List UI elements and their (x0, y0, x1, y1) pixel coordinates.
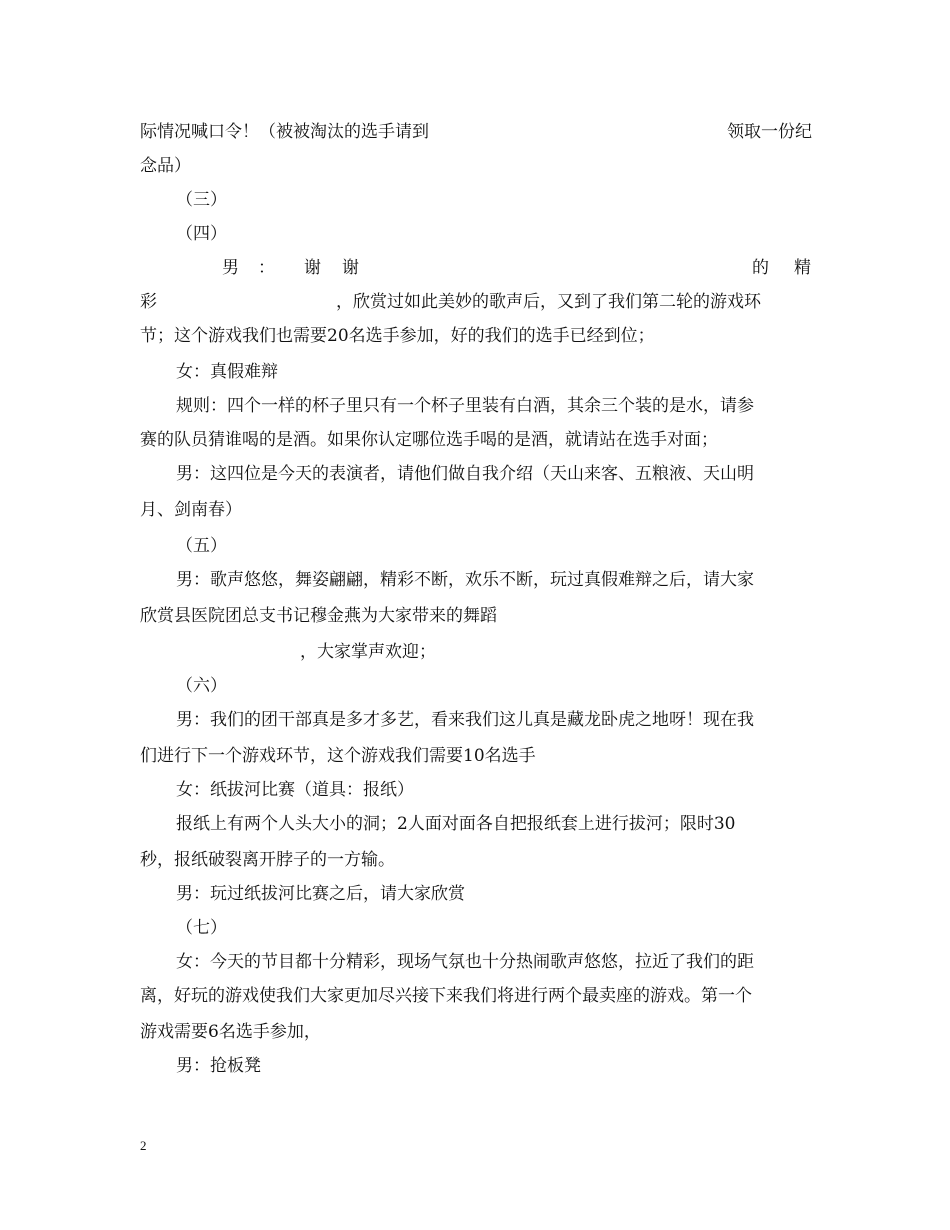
text-char: 的 (752, 258, 769, 278)
text-line: 男：玩过纸拔河比赛之后，请大家欣赏 (176, 884, 465, 904)
section-heading: （三） (176, 190, 227, 210)
text-line: 游戏需要6名选手参加， (140, 1022, 321, 1042)
text-line: 念品） (140, 156, 191, 176)
text-line: 男：歌声悠悠，舞姿翩翩，精彩不断，欢乐不断，玩过真假难辩之后，请大家 (176, 570, 754, 590)
text-line: 们进行下一个游戏环节，这个游戏我们需要10名选手 (140, 746, 536, 766)
text-line: 报纸上有两个人头大小的洞；2人面对面各自把报纸套上进行拔河；限时30 (176, 814, 736, 834)
text-segment: 领取一份纪 (727, 122, 812, 142)
section-heading: （六） (176, 676, 227, 696)
text-line: ，大家掌声欢迎； (300, 642, 436, 662)
text-line: 节；这个游戏我们也需要20名选手参加，好的我们的选手已经到位； (140, 326, 655, 346)
text-segment: ，欣赏过如此美妙的歌声后，又到了我们第二轮的游戏环 (336, 292, 761, 312)
text-line: 女：真假难辩 (176, 362, 278, 382)
text-line: 男：这四位是今天的表演者，请他们做自我介绍（天山来客、五粮液、天山明 (176, 464, 754, 484)
text-line (140, 122, 812, 142)
text-char: ： (258, 258, 275, 278)
text-line: 秒，报纸破裂离开脖子的一方输。 (140, 850, 395, 870)
text-line: 欣赏县医院团总支书记穆金燕为大家带来的舞蹈 (140, 606, 497, 626)
text-line: 男：抢板凳 (176, 1056, 261, 1076)
text-line: 男：我们的团干部真是多才多艺，看来我们这儿真是藏龙卧虎之地呀！现在我 (176, 710, 754, 730)
page-number: 2 (140, 1138, 147, 1153)
section-heading: （七） (176, 918, 227, 938)
text-char: 男 (222, 258, 239, 278)
text-char: 彩 (140, 292, 157, 312)
text-line: 离，好玩的游戏使我们大家更加尽兴接下来我们将进行两个最卖座的游戏。第一个 (140, 986, 752, 1006)
text-char: 谢 (342, 258, 359, 278)
text-line: 女：纸拔河比赛（道具：报纸） (176, 780, 414, 800)
text-segment: 际情况喊口令！（被被淘汰的选手请到 (140, 122, 429, 142)
text-char: 精 (794, 258, 811, 278)
section-heading: （四） (176, 224, 227, 244)
text-line: 规则：四个一样的杯子里只有一个杯子里装有白酒，其余三个装的是水，请参 (176, 396, 754, 416)
text-line: 月、剑南春） (140, 500, 242, 520)
text-line: 赛的队员猜谁喝的是酒。如果你认定哪位选手喝的是酒，就请站在选手对面； (140, 430, 718, 450)
section-heading: （五） (176, 536, 227, 556)
text-line: 女：今天的节目都十分精彩，现场气氛也十分热闹歌声悠悠，拉近了我们的距 (176, 952, 754, 972)
text-char: 谢 (304, 258, 321, 278)
